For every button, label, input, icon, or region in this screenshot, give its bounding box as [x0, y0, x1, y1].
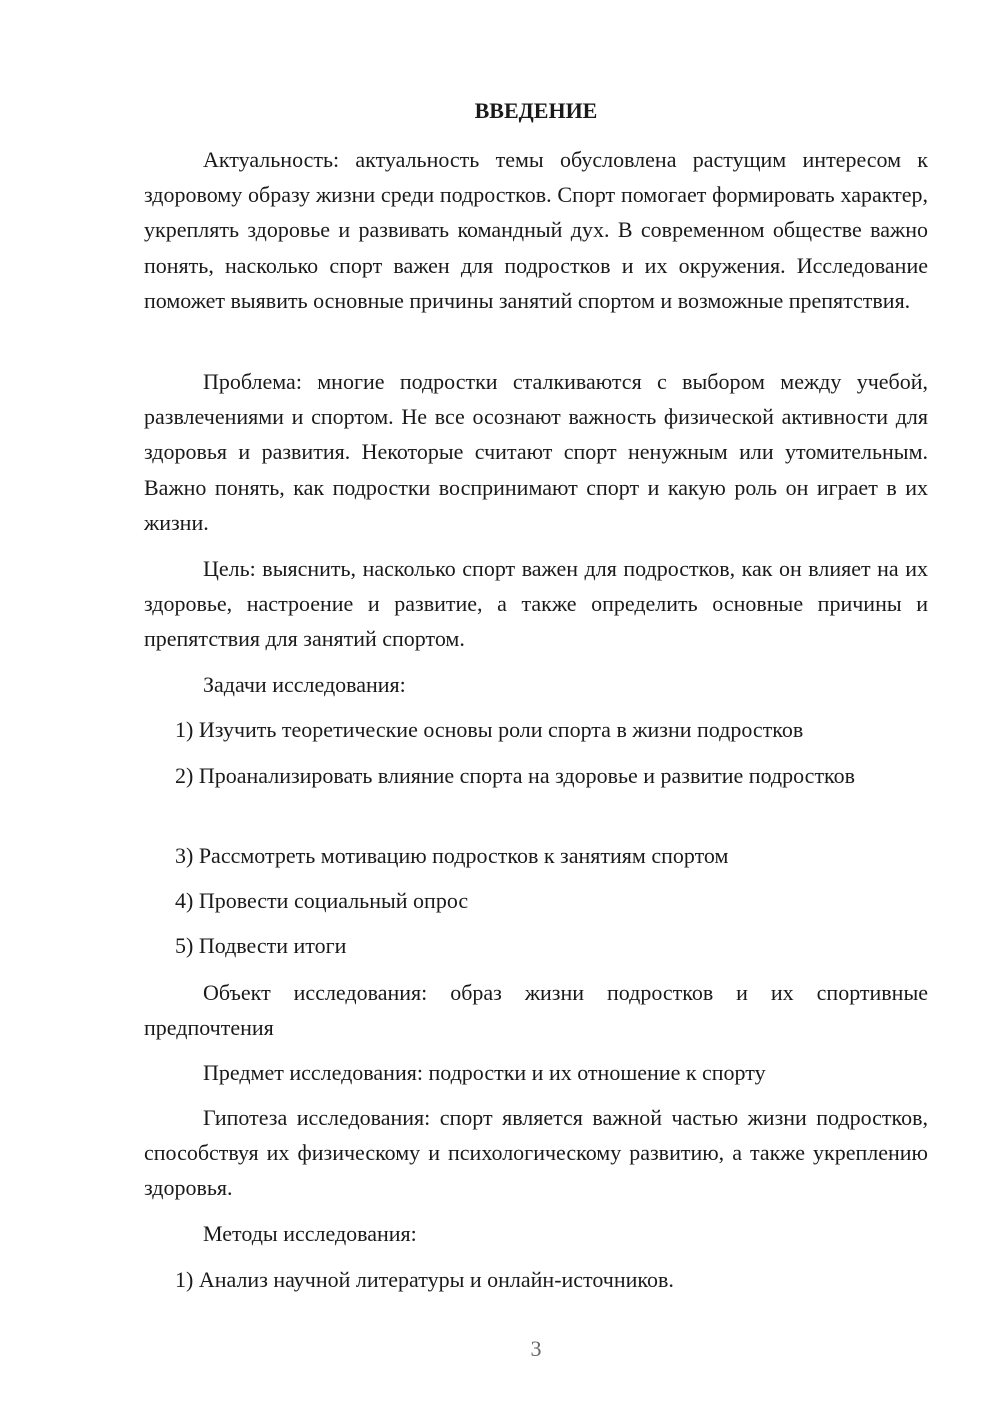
paragraph-hypothesis: Гипотеза исследования: спорт является важной частью жизни подростков, способствуя их физическому и психологическому развитию, а также укреплению здоровья.: [144, 1105, 928, 1201]
task-item: 1) Изучить теоретические основы роли спорта в жизни подростков: [175, 717, 804, 742]
paragraph-subject: Предмет исследования: подростки и их отношение к спорту: [203, 1060, 766, 1085]
methods-heading: Методы исследования:: [203, 1221, 417, 1246]
tasks-heading: Задачи исследования:: [203, 672, 406, 697]
paragraph-object: Объект исследования: образ жизни подростков и их спортивные предпочтения: [144, 980, 928, 1041]
method-item: 1) Анализ научной литературы и онлайн-источников.: [175, 1267, 674, 1292]
paragraph-goal: Цель: выяснить, насколько спорт важен для подростков, как он влияет на их здоровье, настроение и развитие, а также определить основные причины и препятствия для занятий спортом.: [144, 556, 928, 652]
task-item: 5) Подвести итоги: [175, 933, 347, 958]
paragraph-problem: Проблема: многие подростки сталкиваются с выбором между учебой, развлечениями и спортом. Не все осознают важность физической активности для здоровья и развития. Некоторые считают спорт ненужным или утомительным. Важно понять, как подростки воспринимают спорт и какую роль он играет в их жизни.: [144, 369, 928, 535]
page-number: 3: [530, 1336, 542, 1361]
task-item: 4) Провести социальный опрос: [175, 888, 469, 913]
page-title: ВВЕДЕНИЕ: [474, 98, 598, 123]
task-item: 3) Рассмотреть мотивацию подростков к занятиям спортом: [175, 843, 729, 868]
document-page: [144, 0, 928, 1414]
task-item: 2) Проанализировать влияние спорта на здоровье и развитие подростков: [175, 763, 856, 788]
paragraph-actuality: Актуальность: актуальность темы обусловлена растущим интересом к здоровому образу жизни среди подростков. Спорт помогает формировать характер, укреплять здоровье и развивать командный дух. В современном обществе важно понять, насколько спорт важен для подростков и их окружения. Исследование поможет выявить основные причины занятий спортом и возможные препятствия.: [144, 147, 928, 313]
